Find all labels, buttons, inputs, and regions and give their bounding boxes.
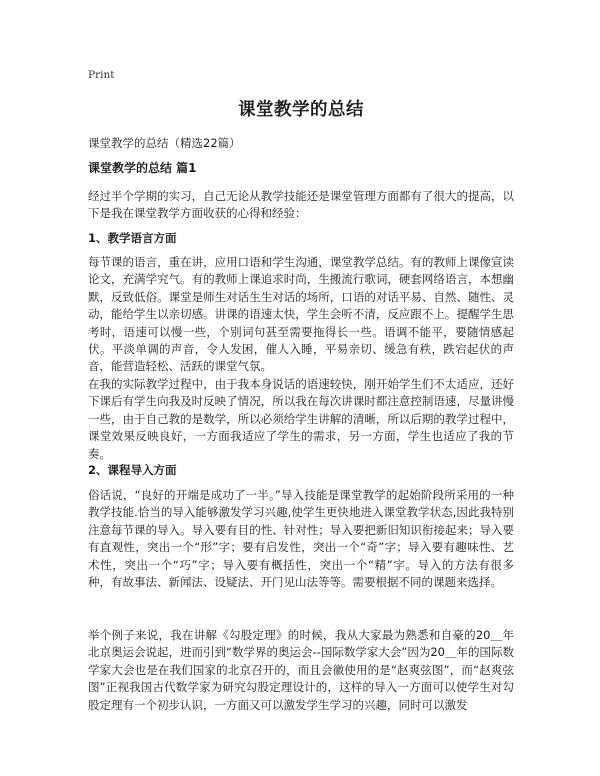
print-label: Print — [88, 69, 115, 81]
paragraph-language-1: 每节课的语言，重在讲，应用口语和学生沟通，课堂教学总结。有的教师上课像宣读论文，充满学究气。有的教师上课追求时尚，生搬流行歌词，硬套网络语言，本想幽默，反致低俗。课堂是师生对话生生对话的场所，口语的对话平易、自然、随性、灵动，能给学生以亲切感。讲课的语速太快，学生会听不清，反应跟不上。提醒学生思考时，语速可以慢一些，个别词句甚至需要拖得长一些。语调不能平，要随情感起伏。平淡单调的声音，令人发困，催人入睡，平易亲切、缓急有秩，跌宕起伏的声音，能营造轻松、活跃的课堂气氛。 — [88, 255, 514, 374]
paragraph-language-2: 在我的实际教学过程中，由于我本身说话的语速较快，刚开始学生们不太适应，还好下课后有学生向我及时反映了情况，所以我在每次讲课时都注意控制语速，尽量讲慢一些，由于自己教的是数学，所以必须给学生讲解的清晰，所以后期的教学过程中，课堂效果反映良好，一方面我适应了学生的需求，另一方面，学生也适应了我的节奏。 — [88, 377, 514, 461]
document-title: 课堂教学的总结 — [238, 100, 364, 120]
heading-course-introduction: 2、课程导入方面 — [88, 463, 177, 477]
heading-teaching-language: 1、教学语言方面 — [88, 231, 177, 245]
intro-paragraph: 经过半个学期的实习，自己无论从教学技能还是课堂管理方面都有了很大的提高，以下是我在课堂教学方面收获的心得和经验： — [88, 189, 514, 221]
paragraph-introduction-1: 俗话说，“良好的开端是成功了一半。”导入技能是课堂教学的起始阶段所采用的一种教学技能.恰当的导入能够激发学习兴趣,使学生更快地进入课堂教学状态,因此我特别注意每节课的导入。导入要有目的性、针对性；导入要把新旧知识衔接起来；导入要有直观性，突出一个“形”字；要有启发性，突出一个“奇”字；导入要有趣味性、艺术性，突出一个“巧”字；导入要有概括性，突出一个“精”字。导入的方法有很多种，有故事法、新闻法、设疑法、开门见山法等等。需要根据不同的课题来选择。 — [88, 488, 514, 590]
document-page — [88, 0, 514, 776]
paragraph-introduction-2: 举个例子来说，我在讲解《勾股定理》的时候，我从大家最为熟悉和自豪的20＿年北京奥运会说起，进而引到“数学界的奥运会--国际数学家大会”因为20＿年的国际数学家大会也是在我们国家的北京召开的，而且会徽使用的是“赵爽弦图”，而“赵爽弦图”正视我国古代数学家为研究勾股定理设计的，这样的导入一方面可以使学生对勾股定理有一个初步认识，一方面又可以激发学生学习的兴趣，同时可以激发 — [88, 628, 514, 712]
document-subtitle: 课堂教学的总结（精选22篇） — [88, 136, 241, 150]
section-title: 课堂教学的总结 篇1 — [88, 161, 197, 175]
